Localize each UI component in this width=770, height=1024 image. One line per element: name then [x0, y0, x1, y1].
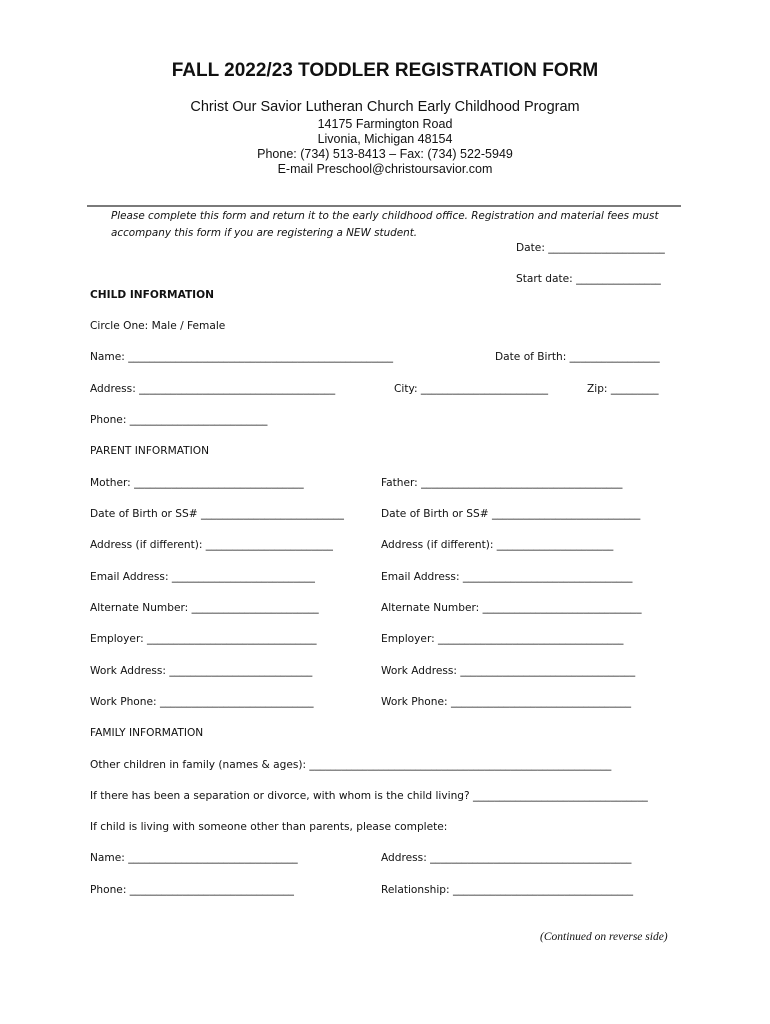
- other-children-field[interactable]: Other children in family (names & ages): _________________________________________________________: [90, 759, 612, 771]
- phone-fax: Phone: (734) 513-8413 – Fax: (734) 522-5949: [257, 147, 513, 161]
- guardian-phone-field[interactable]: Phone: _______________________________: [90, 884, 294, 896]
- header-divider: [87, 205, 681, 207]
- guardian-address-field[interactable]: Address: ______________________________________: [381, 852, 632, 864]
- parent-info-heading: PARENT INFORMATION: [90, 445, 210, 457]
- email-contact: E-mail Preschool@christoursavior.com: [277, 162, 493, 176]
- child-name-field[interactable]: Name: __________________________________________________: [90, 351, 394, 363]
- father-email-field[interactable]: Email Address: ________________________________: [381, 571, 633, 583]
- family-info-heading: FAMILY INFORMATION: [90, 727, 204, 739]
- mother-email-field[interactable]: Email Address: ___________________________: [90, 571, 315, 583]
- guardian-name-field[interactable]: Name: ________________________________: [90, 852, 298, 864]
- father-dob-field[interactable]: Date of Birth or SS# ____________________________: [381, 508, 641, 520]
- child-phone-field[interactable]: Phone: __________________________: [90, 414, 268, 426]
- child-dob-field[interactable]: Date of Birth: _________________: [495, 351, 660, 363]
- mother-alt-number-field[interactable]: Alternate Number: ________________________: [90, 602, 319, 614]
- mother-work-address-field[interactable]: Work Address: ___________________________: [90, 665, 313, 677]
- continued-note: (Continued on reverse side): [540, 931, 668, 943]
- father-work-phone-field[interactable]: Work Phone: __________________________________: [381, 696, 632, 708]
- mother-dob-field[interactable]: Date of Birth or SS# ___________________________: [90, 508, 344, 520]
- mother-address-field[interactable]: Address (if different): ________________________: [90, 539, 333, 551]
- child-info-heading: CHILD INFORMATION: [90, 289, 214, 301]
- child-address-field[interactable]: Address: _____________________________________: [90, 383, 336, 395]
- mother-field[interactable]: Mother: ________________________________: [90, 477, 304, 489]
- street-address: 14175 Farmington Road: [317, 117, 453, 131]
- guardian-relationship-field[interactable]: Relationship: __________________________________: [381, 884, 634, 896]
- father-alt-number-field[interactable]: Alternate Number: ______________________________: [381, 602, 642, 614]
- father-work-address-field[interactable]: Work Address: _________________________________: [381, 665, 636, 677]
- gender-field[interactable]: Circle One: Male / Female: [90, 320, 226, 332]
- mother-employer-field[interactable]: Employer: ________________________________: [90, 633, 317, 645]
- form-title: FALL 2022/23 TODDLER REGISTRATION FORM: [171, 60, 599, 81]
- intro-line-2: accompany this form if you are registering a NEW student.: [111, 227, 418, 239]
- date-field[interactable]: Date: ______________________: [516, 242, 665, 254]
- child-city-field[interactable]: City: ________________________: [394, 383, 549, 395]
- child-zip-field[interactable]: Zip: _________: [587, 383, 659, 395]
- city-state: Livonia, Michigan 48154: [317, 132, 453, 146]
- mother-work-phone-field[interactable]: Work Phone: _____________________________: [90, 696, 314, 708]
- father-field[interactable]: Father: ______________________________________: [381, 477, 623, 489]
- guardian-instruction: If child is living with someone other than parents, please complete:: [90, 821, 448, 833]
- custody-field[interactable]: If there has been a separation or divorce, with whom is the child living? _________________________________: [90, 790, 648, 802]
- start-date-field[interactable]: Start date: ________________: [516, 273, 661, 285]
- organization-name: Christ Our Savior Lutheran Church Early Childhood Program: [190, 99, 580, 115]
- intro-line-1: Please complete this form and return it to the early childhood office. Registration and material fees must: [111, 210, 659, 222]
- father-employer-field[interactable]: Employer: ___________________________________: [381, 633, 624, 645]
- father-address-field[interactable]: Address (if different): ______________________: [381, 539, 614, 551]
